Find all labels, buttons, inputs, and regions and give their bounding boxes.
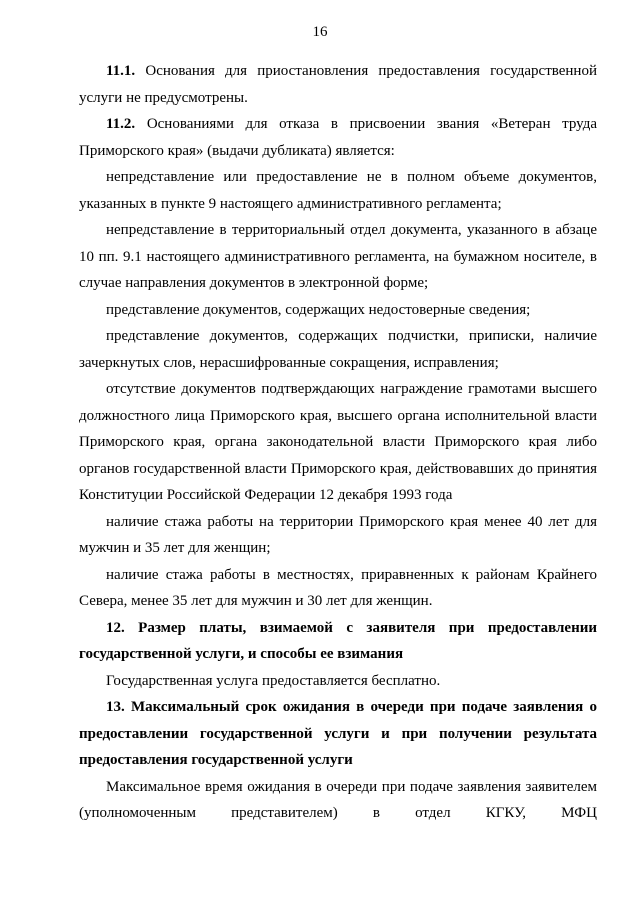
refusal-ground: представление документов, содержащих недостоверные сведения; xyxy=(106,301,531,318)
page-number: 16 xyxy=(312,24,328,40)
refusal-ground: непредставление или предоставление не в полном объеме документов, указанных в пункте 9 настоящего административного регламента; xyxy=(79,169,597,212)
section-heading-13: 13. Максимальный срок ожидания в очереди при подаче заявления о предоставлении государственной услуги и при получении результата предоставления государственной услуги xyxy=(79,699,597,768)
paragraph-11-1 xyxy=(79,58,597,111)
paragraph-text: Основаниями для отказа в присвоении звания «Ветеран труда Приморского края» (выдачи дубликата) является: xyxy=(79,116,597,159)
document-body xyxy=(79,58,597,827)
clause-number: 11.1. xyxy=(106,63,136,79)
paragraph-waiting-time: Максимальное время ожидания в очереди при подаче заявления заявителем (уполномоченным представителем) в отдел КГКУ, МФЦ xyxy=(79,778,597,821)
paragraph-11-2 xyxy=(79,111,597,164)
refusal-ground: непредставление в территориальный отдел документа, указанного в абзаце 10 пп. 9.1 настоящего административного регламента, на бумажном носителе, в случае направления документов в электронной форме; xyxy=(79,222,597,291)
paragraph-free-of-charge: Государственная услуга предоставляется бесплатно. xyxy=(106,672,441,689)
section-heading-12: 12. Размер платы, взимаемой с заявителя при предоставлении государственной услуги, и способы ее взимания xyxy=(79,619,597,662)
clause-number: 11.2. xyxy=(106,116,136,132)
refusal-ground: наличие стажа работы на территории Приморского края менее 40 лет для мужчин и 35 лет для женщин; xyxy=(79,513,597,556)
refusal-ground: отсутствие документов подтверждающих награждение грамотами высшего должностного лица Приморского края, высшего органа исполнительной власти Приморского края, органа законодательной власти Приморского края либо органов государственной власти Приморского края, действовавших до принятия Конституции Российской Федерации 12 декабря 1993 года xyxy=(79,381,597,503)
refusal-ground: представление документов, содержащих подчистки, приписки, наличие зачеркнутых слов, нерасшифрованные сокращения, исправления; xyxy=(79,328,597,371)
refusal-ground: наличие стажа работы в местностях, приравненных к районам Крайнего Севера, менее 35 лет для мужчин и 30 лет для женщин. xyxy=(79,566,597,609)
paragraph-text: Основания для приостановления предоставления государственной услуги не предусмотрены. xyxy=(79,63,597,106)
